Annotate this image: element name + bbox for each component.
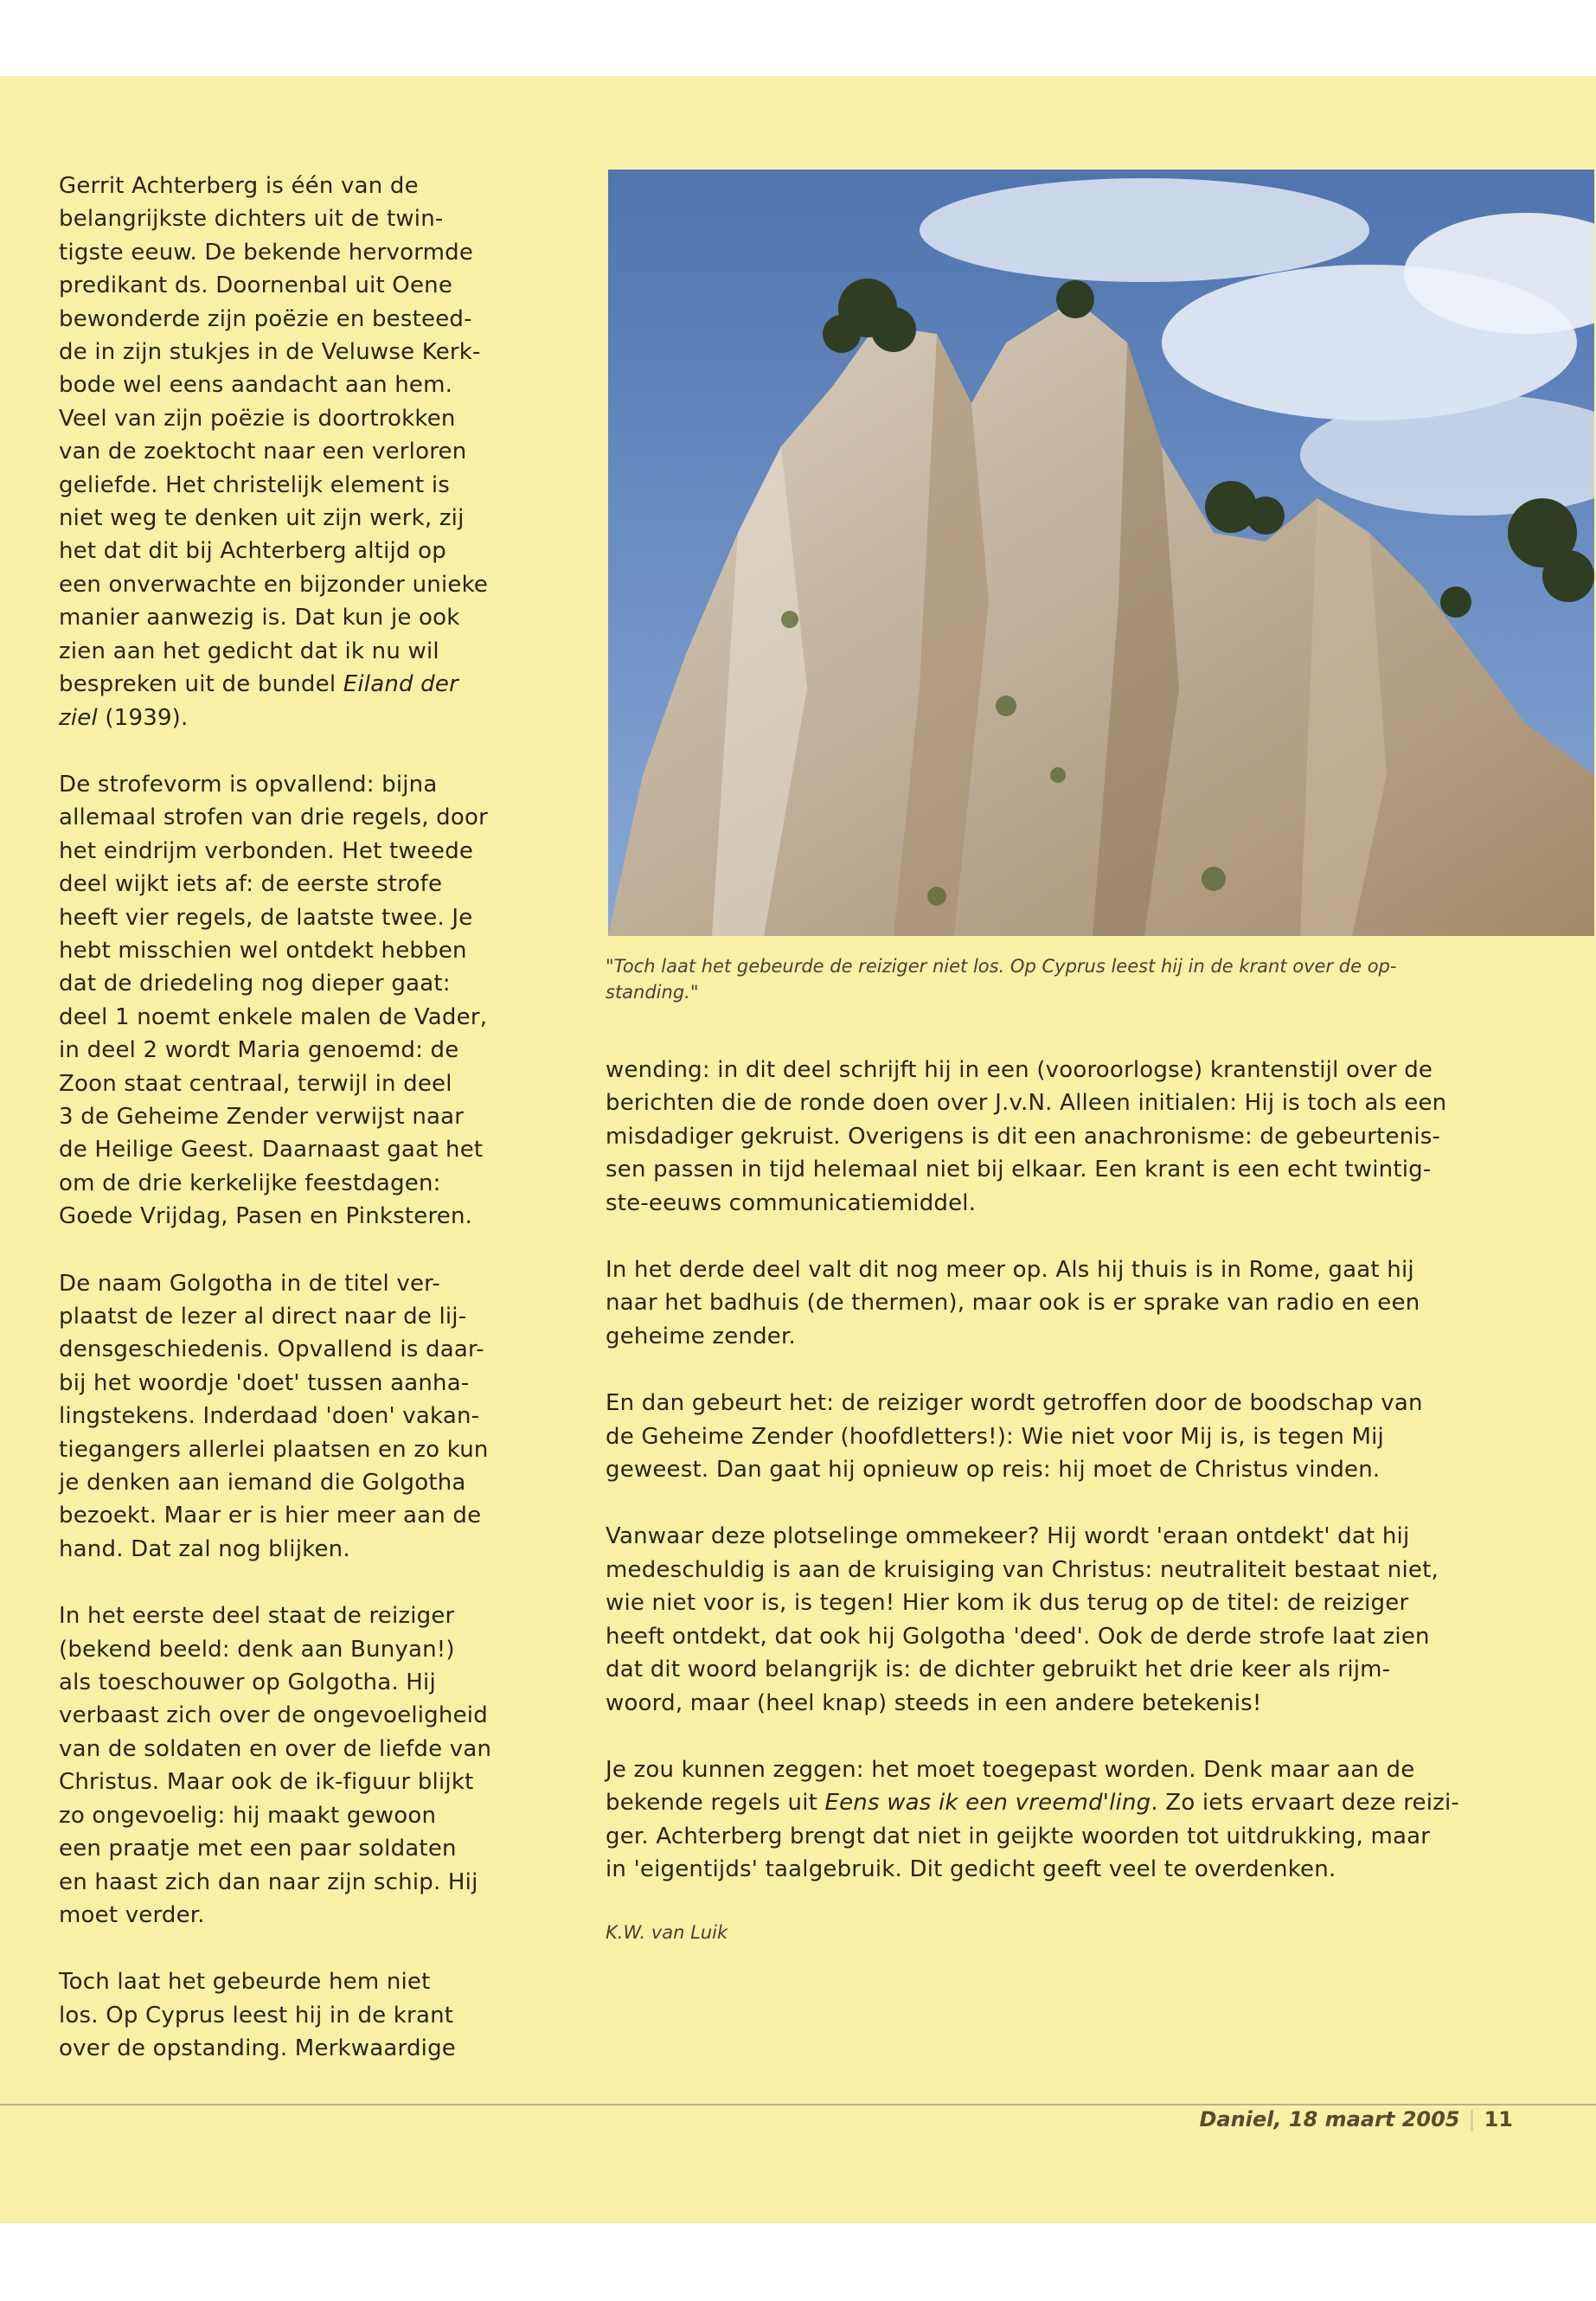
paragraph-eerste-deel: In het eerste deel staat de reiziger (bekend beeld: denk aan Bunyan!) als toeschouwer op Golgotha. Hij verbaast zich over de ongevoeligheid van de soldaten en over de liefde van Christus. Maar ook de ik-figuur blijkt zo ongevoelig: hij maakt gewoon een praatje met een paar soldaten en haast zich dan naar zijn schip. Hij moet verder. — [59, 1603, 492, 1928]
paragraph-intro: Gerrit Achterberg is één van de belangrijkste dichters uit de twin- tigste eeuw. De bekende hervormde predikant ds. Doornenbal uit Oene bewonderde zijn poëzie en besteed- de in zijn stukjes in de Veluwse Kerk- bode wel eens aandacht aan hem. Veel van zijn poëzie is doortrokken van de zoektocht naar een verloren geliefde. Het christelijk element is niet weg te denken uit zijn werk, zij het dat dit bij Achterberg altijd op een onverwachte en bijzonder unieke manier aanwezig is. Dat kun je ook zien aan het gedicht dat ik nu wil bespreken uit de bundel Eiland der ziel (1939). — [59, 173, 489, 731]
page-footer — [1199, 2107, 1513, 2131]
paragraph-wending: wending: in dit deel schrijft hij in een (vooroorlogse) krantenstijl over de berichten die de ronde doen over J.v.N. Alleen initialen: Hij is toch als een misdadiger gekruist. Overigens is dit een anachronisme: de gebeurtenis- sen passen in tijd helemaal niet bij elkaar. Een krant is een echt twintig- ste-eeuws communicatiemiddel. — [606, 1057, 1447, 1216]
rock-cliff-photo — [608, 170, 1594, 936]
paragraph-geheime-zender: En dan gebeurt het: de reiziger wordt getroffen door de boodschap van de Geheime Zender (hoofdletters!): Wie niet voor Mij is, is tegen Mij geweest. Dan gaat hij opnieuw op reis: hij moet de Christus vinden. — [606, 1390, 1423, 1484]
paragraph-golgotha: De naam Golgotha in de titel ver- plaatst de lezer al direct naar de lij- densgeschiedenis. Opvallend is daar- bij het woordje 'doet' tussen aanha- lingstekens. Inderdaad 'doen' vakan- tiegangers allerlei plaatsen en zo kun je denken aan iemand die Golgotha bezoekt. Maar er is hier meer aan de hand. Dat zal nog blijken. — [59, 1270, 489, 1562]
paragraph-strofevorm: De strofevorm is opvallend: bijna allemaal strofen van drie regels, door het eindrijm verbonden. Het tweede deel wijkt iets af: de eerste strofe heeft vier regels, de laatste twee. Je hebt misschien wel ontdekt hebben dat de driedeling nog dieper gaat: deel 1 noemt enkele malen de Vader, in deel 2 wordt Maria genoemd: de Zoon staat centraal, terwijl in deel 3 de Geheime Zender verwijst naar de Heilige Geest. Daarnaast gaat het om de drie kerkelijke feestdagen: Goede Vrijdag, Pasen en Pinksteren. — [59, 771, 488, 1230]
paragraph-derde-deel: In het derde deel valt dit nog meer op. Als hij thuis is in Rome, gaat hij naar het badhuis (de thermen), maar ook is er sprake van radio en een geheime zender. — [606, 1257, 1420, 1349]
paragraph-conclusion: Je zou kunnen zeggen: het moet toegepast worden. Denk maar aan de bekende regels uit Eens was ik een vreemd'ling. Zo iets ervaart deze reizi- ger. Achterberg brengt dat niet in geijkte woorden tot uitdrukking, maar in 'eigentijds' taalgebruik. Dit gedicht geeft veel te overdenken. — [606, 1756, 1459, 1883]
page-number: 11 — [1484, 2107, 1513, 2131]
paragraph-cyprus: Toch laat het gebeurde hem niet los. Op Cyprus leest hij in de krant over de opstanding. Merkwaardige — [59, 1969, 456, 2062]
footer-separator: | — [1468, 2107, 1476, 2131]
publication-date: Daniel, 18 maart 2005 — [1199, 2107, 1460, 2131]
footer-divider — [0, 2104, 1596, 2106]
song-title: Eens was ik een vreemd'ling — [824, 1790, 1151, 1817]
photo-caption: "Toch laat het gebeurde de reiziger niet los. Op Cyprus leest hij in de krant over de op- standing." — [606, 956, 1397, 1003]
left-text-column — [59, 170, 526, 2099]
rock-cliff-illustration — [608, 170, 1594, 936]
paragraph-ommekeer: Vanwaar deze plotselinge ommekeer? Hij wordt 'eraan ontdekt' dat hij medeschuldig is aan de kruisiging van Christus: neutraliteit bestaat niet, wie niet voor is, is tegen! Hier kom ik dus terug op de titel: de reiziger heeft ontdekt, dat ook hij Golgotha 'deed'. Ook de derde strofe laat zien dat dit woord belangrijk is: de dichter gebruikt het drie keer als rijm- woord, maar (heel knap) steeds in een andere betekenis! — [606, 1523, 1439, 1716]
author-signature: K.W. van Luik — [606, 1922, 728, 1943]
right-text-column — [606, 1054, 1566, 1920]
book-title: Eiland der ziel — [59, 671, 458, 731]
